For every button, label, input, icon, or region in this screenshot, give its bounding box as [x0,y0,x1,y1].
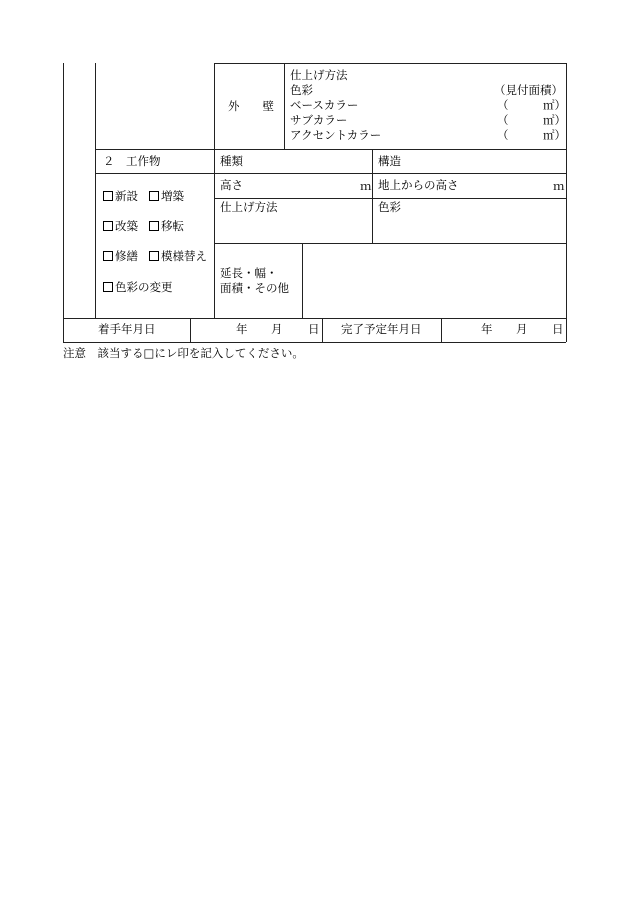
option-new-construction[interactable]: 新設 [103,191,138,203]
grid-line [190,318,191,342]
accent-color-area: （ ㎡） [497,128,566,142]
grid-line [95,149,566,150]
checkbox-icon[interactable] [103,191,113,201]
exterior-wall-label: 外 壁 [228,99,274,113]
checkbox-icon[interactable] [103,221,113,231]
grid-line [214,63,215,318]
option-color-change[interactable]: 色彩の変更 [103,282,173,294]
completion-date-label: 完了予定年月日 [341,322,422,336]
grid-line [302,243,303,318]
start-month-label[interactable]: 月 [271,322,283,336]
option-extension[interactable]: 増築 [149,191,184,203]
grid-line [214,198,566,199]
grid-line [284,63,285,149]
ground-height-label: 地上からの高さ [378,178,459,192]
extension-label: 延長・幅・ [220,266,278,280]
type-label: 種類 [220,154,243,168]
option-reconstruction[interactable]: 改築 [103,221,138,233]
structure-heading: ２ 工作物 [103,154,161,168]
checkbox-icon[interactable] [149,251,159,261]
height-label: 高さ [220,178,243,192]
accent-color-label: アクセントカラー [290,128,382,142]
grid-line [566,63,567,342]
checkbox-icon[interactable] [103,282,113,292]
grid-line [63,342,566,343]
start-day-label[interactable]: 日 [308,322,320,336]
checkbox-icon[interactable] [149,191,159,201]
structure-color-label: 色彩 [378,200,401,214]
base-color-label: ベースカラー [290,98,359,112]
grid-line [214,63,566,64]
grid-line [95,173,566,174]
grid-line [63,63,64,342]
grid-line [322,318,323,342]
sub-color-area: （ ㎡） [497,113,566,127]
checkbox-icon[interactable] [149,221,159,231]
note-text: 注意 該当する□にレ印を記入してください。 [63,346,304,360]
sub-color-label: サブカラー [290,113,348,127]
grid-line [95,63,96,318]
completion-day-label[interactable]: 日 [552,322,564,336]
grid-line [441,318,442,342]
construction-label: 構造 [378,154,401,168]
option-repair[interactable]: 修繕 [103,251,138,263]
wall-color-label: 色彩 [290,83,313,97]
height-unit: ｍ [360,179,372,193]
ground-height-unit: ｍ [553,179,565,193]
option-relocation[interactable]: 移転 [149,221,184,233]
completion-month-label[interactable]: 月 [516,322,528,336]
wall-finish-method-label: 仕上げ方法 [290,68,348,82]
start-year-label[interactable]: 年 [236,322,248,336]
start-date-label: 着手年月日 [98,322,156,336]
extension-label-line2: 面積・その他 [220,281,289,295]
option-remodel[interactable]: 模様替え [149,251,207,263]
completion-year-label[interactable]: 年 [481,322,493,336]
visible-area-label: （見付面積） [494,83,563,97]
grid-line [372,149,373,243]
grid-line [63,318,566,319]
base-color-area: （ ㎡） [497,98,566,112]
checkbox-icon[interactable] [103,251,113,261]
structure-finish-method-label: 仕上げ方法 [220,200,278,214]
grid-line [214,243,566,244]
